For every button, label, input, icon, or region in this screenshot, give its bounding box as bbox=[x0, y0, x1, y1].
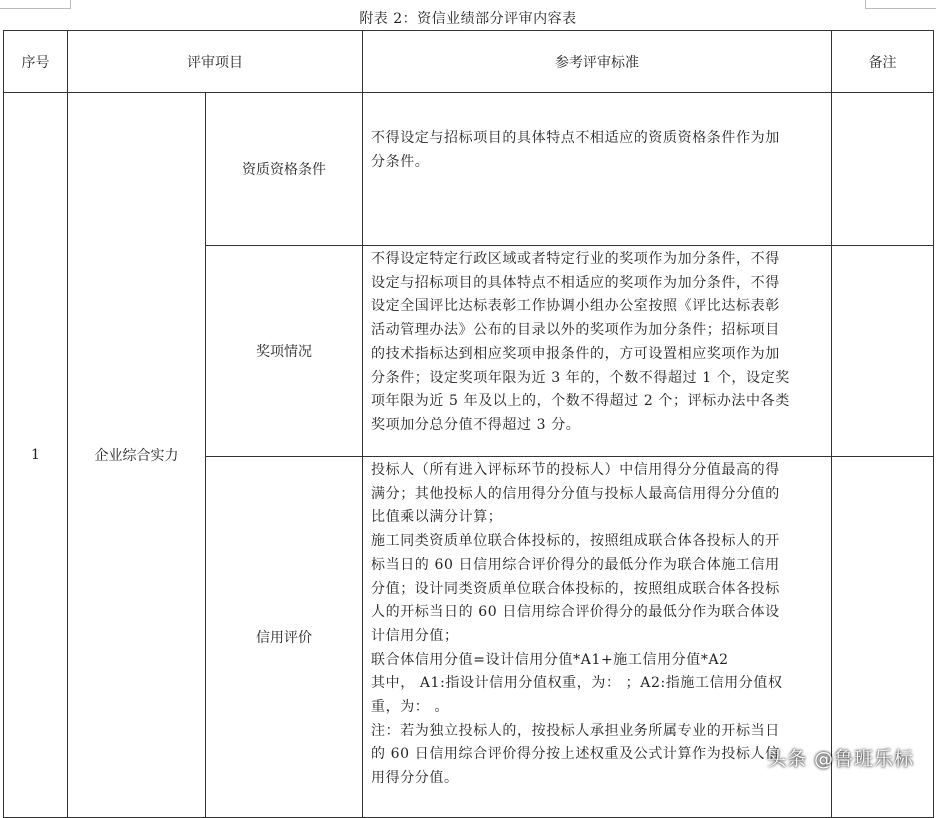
standard-line: 奖项加分总分值不得超过 3 分。 bbox=[371, 416, 581, 433]
standard-line: 施工同类资质单位联合体投标的，按照组成联合体各投标人的开 bbox=[371, 533, 780, 550]
table-row bbox=[4, 93, 934, 246]
standard-line: 项年限为近 5 年及以上的，个数不得超过 2 个；评标办法中各类 bbox=[371, 393, 790, 410]
standard-line: 计信用分值； bbox=[371, 627, 459, 644]
category-cell: 企业综合实力 bbox=[68, 93, 206, 818]
review-table bbox=[3, 30, 934, 818]
standard-line: 设定与招标项目的具体特点不相适应的奖项作为加分条件，不得 bbox=[371, 274, 780, 291]
standard-line: 不得设定与招标项目的具体特点不相适应的资质资格条件作为加 bbox=[371, 130, 780, 146]
table-header-row bbox=[4, 31, 934, 93]
standard-line: 的技术指标达到相应奖项申报条件的，方可设置相应奖项作为加 bbox=[371, 345, 780, 362]
standard-cell bbox=[363, 246, 832, 457]
watermark: 头条 @鲁班乐标 bbox=[766, 748, 914, 770]
standard-line: 不得设定特定行政区域或者特定行业的奖项作为加分条件，不得 bbox=[371, 251, 780, 267]
standard-line: 分条件。 bbox=[371, 153, 430, 170]
standard-line: 的 60 日信用综合评价得分按上述权重及公式计算作为投标人信 bbox=[371, 746, 780, 763]
note-cell bbox=[832, 93, 934, 246]
standard-line: 人的开标当日的 60 日信用综合评价得分的最低分作为联合体设 bbox=[371, 604, 780, 621]
standard-line: 比值乘以满分计算； bbox=[371, 509, 503, 526]
standard-line: 用得分分值。 bbox=[371, 770, 459, 787]
item-cell: 信用评价 bbox=[206, 457, 363, 818]
standard-line: 注：若为独立投标人的，按投标人承担业务所属专业的开标当日 bbox=[371, 722, 780, 739]
seq-cell: 1 bbox=[4, 93, 68, 818]
standard-line: 活动管理办法》公布的目录以外的奖项作为加分条件；招标项目 bbox=[371, 322, 780, 339]
standard-cell bbox=[363, 457, 832, 818]
item-cell: 奖项情况 bbox=[206, 246, 363, 457]
note-cell bbox=[832, 246, 934, 457]
document-title: 附表 2：资信业绩部分评审内容表 bbox=[359, 11, 577, 27]
standard-line: 设定全国评比达标表彰工作协调小组办公室按照《评比达标表彰 bbox=[371, 298, 780, 315]
standard-cell bbox=[363, 93, 832, 246]
standard-line: 联合体信用分值=设计信用分值*A1+施工信用分值*A2 bbox=[371, 651, 729, 668]
item-cell: 资质资格条件 bbox=[206, 93, 363, 246]
header-note: 备注 bbox=[832, 31, 934, 93]
standard-line: 标当日的 60 日信用综合评价得分的最低分作为联合体施工信用 bbox=[371, 556, 780, 573]
header-seq: 序号 bbox=[4, 31, 68, 93]
standard-line: 投标人（所有进入评标环节的投标人）中信用得分分值最高的得 bbox=[371, 462, 780, 478]
header-standard: 参考评审标准 bbox=[363, 31, 832, 93]
header-item: 评审项目 bbox=[68, 31, 363, 93]
standard-line: 满分；其他投标人的信用得分分值与投标人最高信用得分分值的 bbox=[371, 485, 780, 502]
standard-line: 重，为： 。 bbox=[371, 699, 450, 716]
standard-line: 分条件；设定奖项年限为近 3 年的，个数不得超过 1 个，设定奖 bbox=[371, 369, 790, 386]
standard-line: 其中， A1:指设计信用分值权重，为： ；A2:指施工信用分值权 bbox=[371, 675, 783, 692]
standard-line: 分值；设计同类资质单位联合体投标的，按照组成联合体各投标 bbox=[371, 580, 780, 597]
